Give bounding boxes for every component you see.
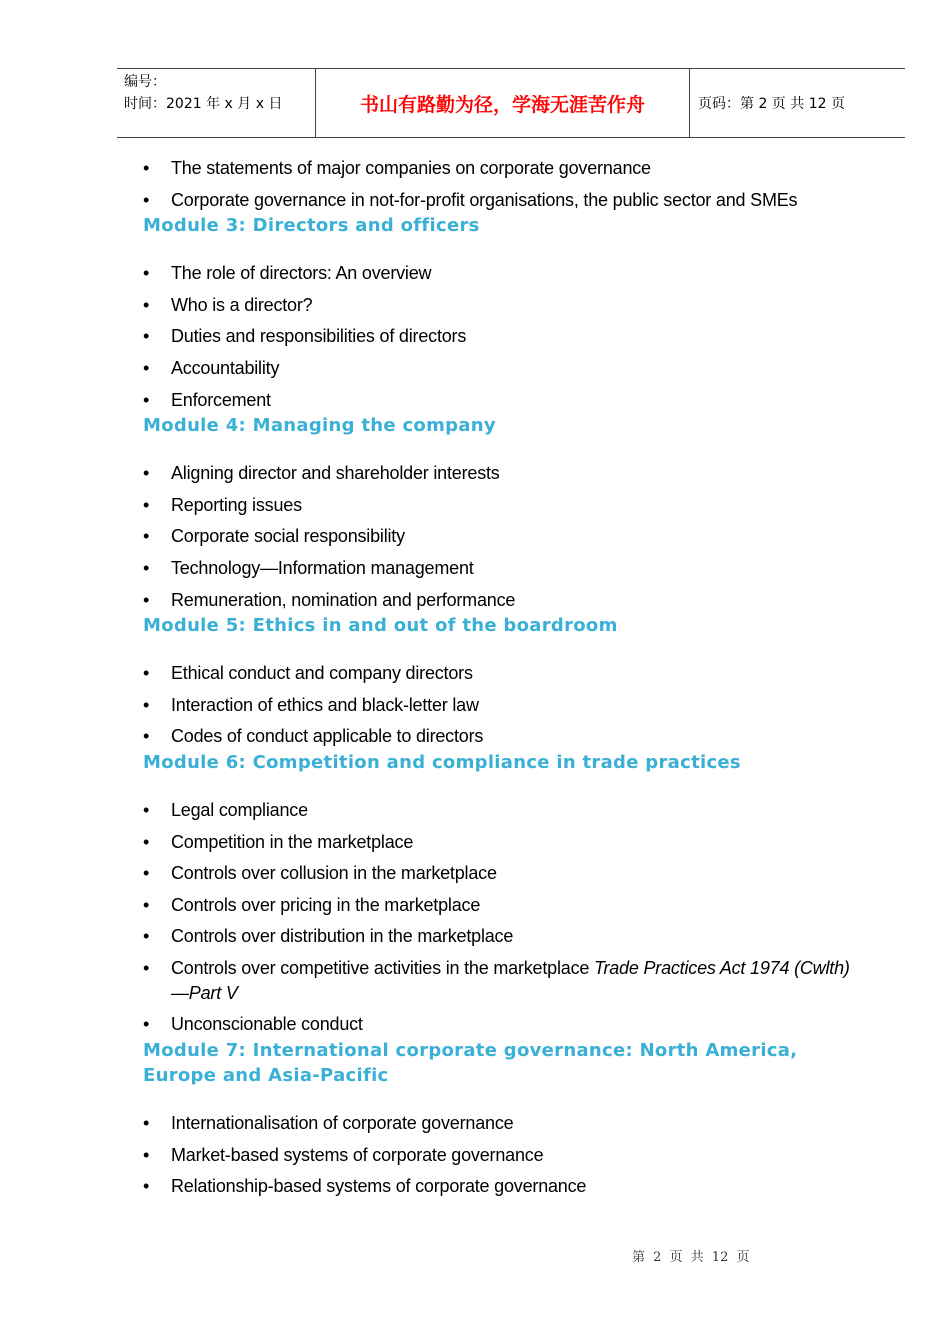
- module-4-heading: Module 4: Managing the company: [143, 415, 496, 437]
- list-item-text: Enforcement: [171, 389, 271, 410]
- bullet-icon: •: [143, 1113, 150, 1134]
- list-item: [143, 693, 863, 718]
- list-item-text: Controls over collusion in the marketplace: [171, 863, 497, 884]
- module-6-heading: Module 6: Competition and compliance in trade practices: [143, 751, 741, 773]
- list-item: [143, 924, 863, 949]
- list-item-text: Codes of conduct applicable to directors: [171, 726, 484, 747]
- list-item: [143, 261, 863, 286]
- list-item: [143, 1143, 863, 1168]
- bullet-icon: •: [143, 663, 150, 684]
- list-item-text: Remuneration, nomination and performance: [171, 589, 516, 610]
- bullet-icon: •: [143, 263, 150, 284]
- page-footer: 第 2 页 共 12 页: [632, 1250, 750, 1265]
- list-item: [143, 188, 863, 213]
- list-item-text: Relationship-based systems of corporate governance: [171, 1176, 587, 1197]
- list-item: [143, 1174, 863, 1199]
- bullet-icon: •: [143, 326, 150, 347]
- list-item-text: The role of directors: An overview: [171, 263, 432, 284]
- list-item-text: Market-based systems of corporate governance: [171, 1144, 544, 1165]
- act-citation: Trade Practices Act 1974 (Cwlth)—Part V: [171, 957, 850, 1003]
- list-item-text: Corporate social responsibility: [171, 526, 405, 547]
- module-7-list: [143, 1111, 863, 1199]
- list-item: [143, 388, 863, 413]
- module-3-list: [143, 261, 863, 412]
- module-7-heading: Module 7: International corporate governance: North America, Europe and Asia-Pacific: [143, 1040, 798, 1087]
- bullet-icon: •: [143, 1176, 150, 1197]
- list-item-text: Internationalisation of corporate governance: [171, 1113, 514, 1134]
- list-item: [143, 830, 863, 855]
- list-item-text: The statements of major companies on corporate governance: [171, 158, 651, 178]
- list-item-text: Controls over competitive activities in the marketplace: [171, 957, 594, 978]
- page-header: [117, 68, 905, 138]
- list-item-text: Duties and responsibilities of directors: [171, 326, 467, 347]
- bullet-icon: •: [143, 831, 150, 852]
- bullet-icon: •: [143, 926, 150, 947]
- list-item: [143, 356, 863, 381]
- list-item: [143, 1111, 863, 1136]
- list-item-text: Reporting issues: [171, 494, 302, 515]
- list-item: [143, 798, 863, 823]
- document-number-label: 编号：: [124, 74, 166, 90]
- module-5-list: [143, 661, 863, 749]
- bullet-icon: •: [143, 389, 150, 410]
- list-item-text: Aligning director and shareholder interests: [171, 463, 500, 484]
- list-item: [143, 493, 863, 518]
- module-6-list: [143, 798, 863, 1038]
- list-item-text: Accountability: [171, 357, 280, 378]
- list-item-text: Interaction of ethics and black-letter law: [171, 694, 479, 715]
- list-item: [143, 893, 863, 918]
- bullet-icon: •: [143, 189, 150, 210]
- bullet-icon: •: [143, 357, 150, 378]
- list-item-text: Competition in the marketplace: [171, 831, 414, 852]
- bullet-icon: •: [143, 494, 150, 515]
- list-item-text: Controls over pricing in the marketplace: [171, 894, 481, 915]
- document-body: [143, 156, 863, 1206]
- bullet-icon: •: [143, 694, 150, 715]
- bullet-icon: •: [143, 589, 150, 610]
- bullet-icon: •: [143, 894, 150, 915]
- header-page-info: 页码：第 2 页 共 12 页: [698, 96, 845, 112]
- list-item: [143, 461, 863, 486]
- list-item-text: Ethical conduct and company directors: [171, 663, 473, 684]
- header-motto: 书山有路勤为径，学海无涯苦作舟: [316, 69, 690, 137]
- list-item-text: Legal compliance: [171, 799, 308, 820]
- list-item: [143, 661, 863, 686]
- list-item: [143, 524, 863, 549]
- module-5-heading: Module 5: Ethics in and out of the boardroom: [143, 615, 618, 637]
- list-item: [143, 588, 863, 613]
- bullet-icon: •: [143, 957, 150, 978]
- bullet-icon: •: [143, 158, 150, 178]
- list-item: [143, 724, 863, 749]
- bullet-icon: •: [143, 863, 150, 884]
- header-meta: [117, 69, 316, 137]
- list-item-text: Technology—Information management: [171, 557, 474, 578]
- list-item-text: Controls over distribution in the marketplace: [171, 926, 514, 947]
- list-item: [143, 293, 863, 318]
- module-3-heading: Module 3: Directors and officers: [143, 215, 480, 237]
- bullet-icon: •: [143, 294, 150, 315]
- list-item: [143, 324, 863, 349]
- bullet-icon: •: [143, 1144, 150, 1165]
- list-item: [143, 956, 863, 1006]
- bullet-icon: •: [143, 526, 150, 547]
- list-item-text: Corporate governance in not-for-profit organisations, the public sector and SMEs: [171, 189, 798, 210]
- bullet-icon: •: [143, 1014, 150, 1035]
- list-item: [143, 556, 863, 581]
- intro-list: [143, 156, 863, 213]
- bullet-icon: •: [143, 557, 150, 578]
- bullet-icon: •: [143, 463, 150, 484]
- list-item-text: Unconscionable conduct: [171, 1014, 363, 1035]
- bullet-icon: •: [143, 799, 150, 820]
- list-item: [143, 156, 863, 181]
- list-item-text: Who is a director?: [171, 294, 313, 315]
- list-item: [143, 861, 863, 886]
- module-4-list: [143, 461, 863, 612]
- bullet-icon: •: [143, 726, 150, 747]
- list-item: [143, 1012, 863, 1037]
- document-time-label: 时间：2021 年 x 月 x 日: [124, 96, 283, 112]
